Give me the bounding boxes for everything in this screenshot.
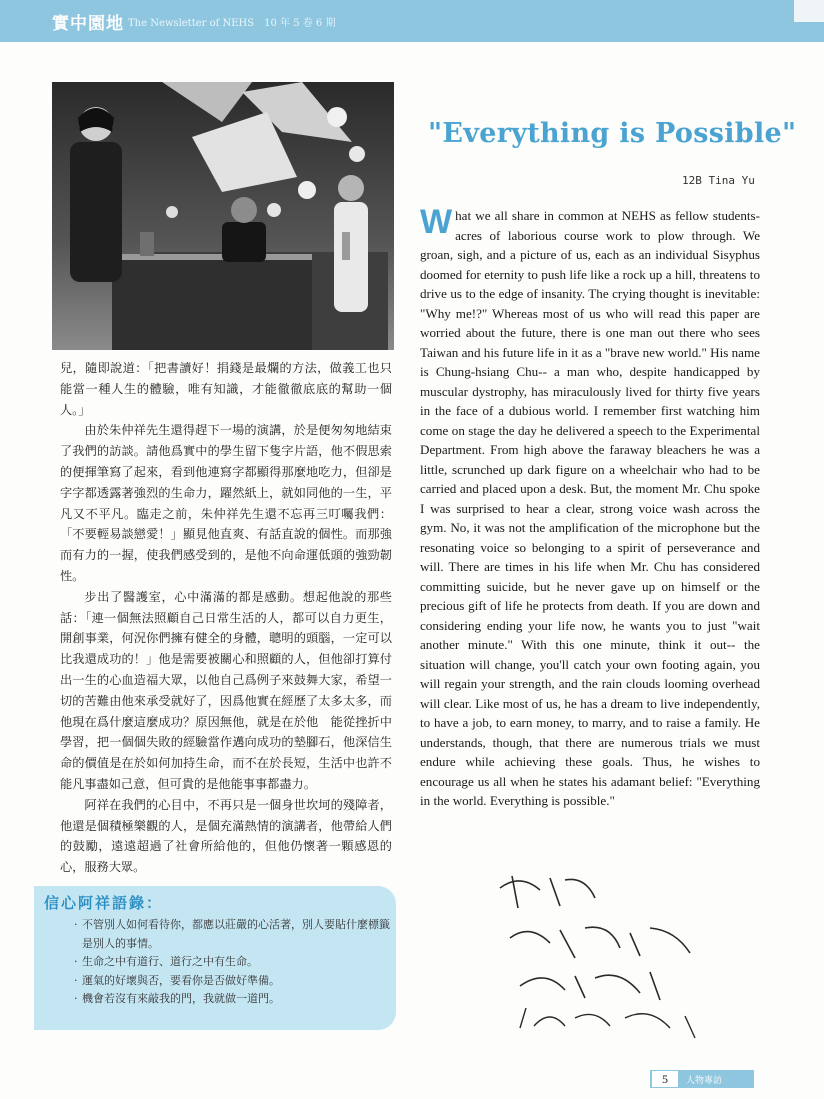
page-corner — [794, 0, 824, 22]
section-label: 人物專訪 — [686, 1076, 723, 1086]
quote-item: · 不管別人如何看待你，都應以莊嚴的心活著，別人要貼什麼標籤是別人的事情。 — [74, 916, 390, 953]
handwritten-signature — [490, 868, 730, 1048]
article-author: 12B Tina Yu — [682, 174, 755, 187]
newsletter-title: 實中園地 — [52, 14, 124, 34]
zh-paragraph-1: 兒，隨即說道：「把書讀好！捐錢是最爛的方法，做義工也只能當一種人生的體驗，唯有知識，才能徹徹底底的幫助一個人。」 — [60, 361, 392, 417]
zh-paragraph-3: 步出了醫護室，心中滿滿的都是感動。想起他說的那些話：「連一個無法照顧自己日常生活的人，都可以自力更生，開創事業，何況你們擁有健全的身體，聰明的頭腦，一定可以比我還成功的！」他是需要被關心和照顧的人，但他卻打算付出一生的心血造福大眾，以他自己爲例子來鼓舞大家，希望一切的苦難由他來承受就好了，因爲他實在經歷了太多太多，而他現在爲什麼這麼成功？原因無他，就是在於他 能從挫折中學習，把一個個失敗的經驗當作邁向成功的墊腳石，他深信生命的價值是在於如何加持生命，而不在於長短，生活中也許不能凡事盡如己意，但可貴的是他能事事都盡力。 — [60, 589, 392, 791]
article-body-text: hat we all share in common at NEHS as fellow students- acres of laborious course work to plow through. We groan, sigh, and a picture of us, each as an individual Sisyphus doomed for eternity to push life like a rock up a hill, threatens to drive us to the edge of insanity. The crying thought is inevitable: "Why me!?" Whereas most of us who will read this paper are worried about the future, there is one man out there who sees Taiwan and his future life in it as a "brave new world." His name is Chung-hsiang Chu-- a man who, despite handicapped by muscular dystrophy, has miraculously lived for thirty five years in the face of a dubious world. I remember first watching him come on stage the day he delivered a speech to the Experimental Department. From high above the faraway bleachers he was a little, scrunched up dark figure on a wheelchair who had to be carried and placed upon a desk. But, the moment Mr. Chu spoke I was surprised to hear a clear, strong voice wash across the gym. No, it was not the amplification of the microphone but the resonating voice so belonging to a spirit of perseverance and will. There are times in his life when Mr. Chu has considered committing suicide, but he never gave up on himself or the precious gift of life he protects from death. If you are down and considering ending your life now, he wants you to just "wait another minute." With this one minute, think it out-- the situation will change, you'll catch your own footing again, you will regain your strength, and the rain clouds looming overhead will clear. Like most of us, he has a dream to live independently, to have a job, to earn money, to marry, and to raise a family. He understands, though, that there are numerous trials we must endure while achieving these goals. Thus, he wishes to encourage us all when he states his adamant belief: "Everything in the world. Everything is possible." — [420, 208, 760, 808]
quotes-title: 信心阿祥語錄： — [44, 894, 164, 912]
drop-cap: W — [420, 203, 453, 241]
zh-paragraph-4: 阿祥在我們的心目中，不再只是一個身世坎坷的殘障者，他還是個積極樂觀的人，是個充滿熱情的演講者，他帶給人們的鼓勵，遠遠超過了社會所給他的，但他仍懷著一顆感恩的心，服務大眾。 — [60, 797, 392, 875]
quote-item: · 機會若沒有來敲我的門，我就做一道門。 — [74, 990, 390, 1009]
quote-item: · 生命之中有道行、道行之中有生命。 — [74, 953, 390, 972]
event-photo — [52, 82, 394, 350]
newsletter-subtitle: The Newsletter of NEHS 10 年 5 卷 6 期 — [128, 18, 336, 29]
quotes-list — [74, 916, 390, 1009]
article-body — [420, 203, 760, 811]
quote-item: · 運氣的好壞與否，要看你是否做好準備。 — [74, 972, 390, 991]
chinese-article-column — [60, 358, 392, 878]
article-title: "Everything is Possible" — [428, 118, 797, 149]
page-number: 5 — [652, 1071, 678, 1087]
zh-paragraph-2: 由於朱仲祥先生還得趕下一場的演講，於是便匆匆地結束了我們的訪談。請他爲實中的學生留下隻字片語，他不假思索的便揮筆寫了起來，看到他連寫字都顯得那麼地吃力，但卻是字字都透露著強烈的生命力，躍然紙上，就如同他的一生，平凡又不平凡。臨走之前，朱仲祥先生還不忘再三叮囑我們：「不要輕易談戀愛！」顯見他直爽、有話直說的個性。而那強而有力的一握，使我們感受到的，是他不向命運低頭的強勁韌性。 — [60, 423, 392, 583]
